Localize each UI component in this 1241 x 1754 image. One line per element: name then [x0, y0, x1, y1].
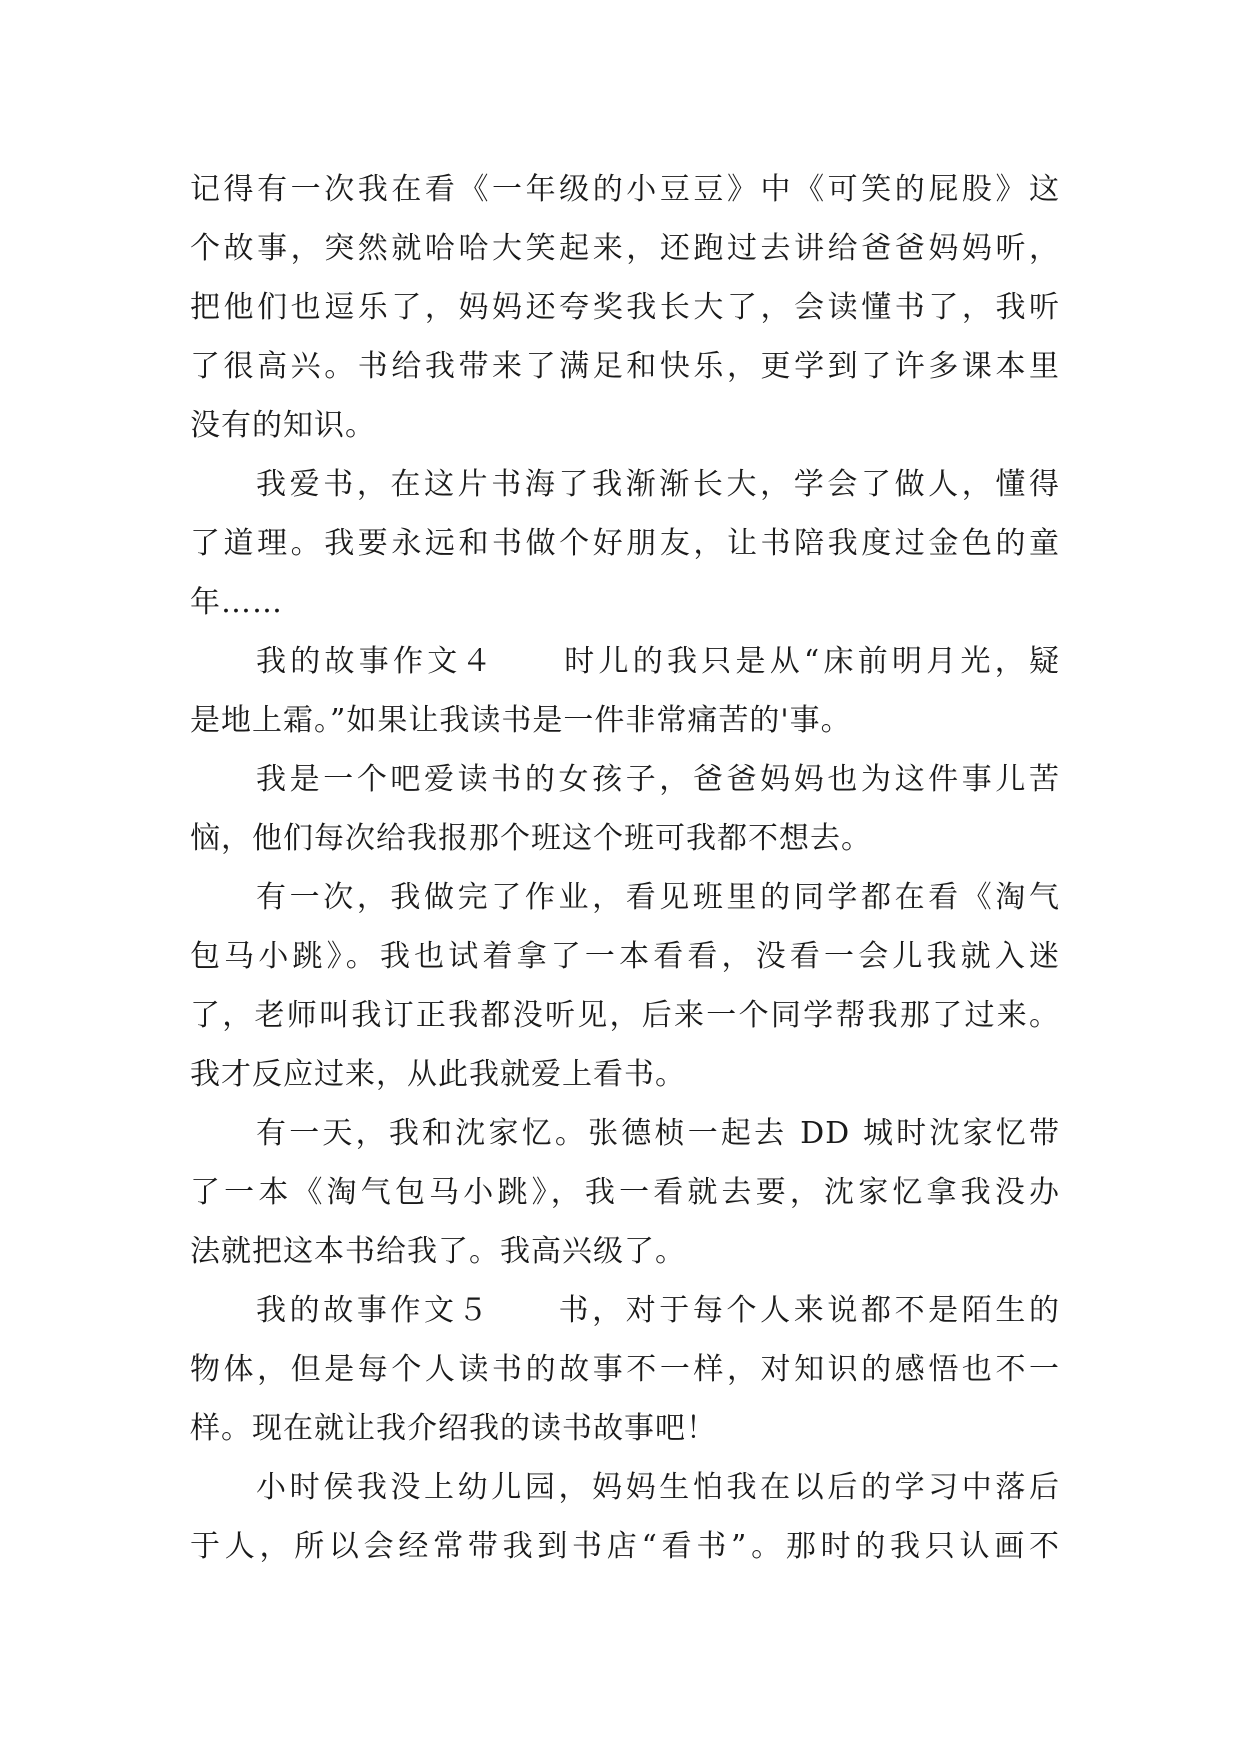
text-line: 我的故事作文５ 书，对于每个人来说都不是陌生的 [256, 1293, 1060, 1328]
text-line: 了道理。我要永远和书做个好朋友，让书陪我度过金色的童 [190, 526, 1060, 561]
text-line: 有一次，我做完了作业，看见班里的同学都在看《淘气 [256, 880, 1060, 915]
text-line: 个故事，突然就哈哈大笑起来，还跑过去讲给爸爸妈妈听， [190, 231, 1060, 266]
text-line: 有一天，我和沈家忆。张德桢一起去 DD 城时沈家忆带 [256, 1116, 1060, 1151]
text-line: 我的故事作文４ 时儿的我只是从“床前明月光，疑 [256, 644, 1060, 679]
text-line: 把他们也逗乐了，妈妈还夸奖我长大了，会读懂书了，我听 [190, 290, 1060, 325]
text-line: 我爱书，在这片书海了我渐渐长大，学会了做人，懂得 [256, 467, 1060, 502]
text-line: 是地上霜。”如果让我读书是一件非常痛苦的'事。 [190, 703, 852, 738]
text-line: 了很高兴。书给我带来了满足和快乐，更学到了许多课本里 [190, 349, 1060, 384]
text-line: 我才反应过来，从此我就爱上看书。 [190, 1057, 686, 1092]
text-line: 了一本《淘气包马小跳》，我一看就去要，沈家忆拿我没办 [190, 1175, 1060, 1210]
text-line: 没有的知识。 [190, 408, 376, 443]
text-line: 了，老师叫我订正我都没听见，后来一个同学帮我那了过来。 [190, 998, 1060, 1033]
document-body [190, 160, 1060, 1576]
text-line: 记得有一次我在看《一年级的小豆豆》中《可笑的屁股》这 [190, 172, 1060, 207]
text-line: 我是一个吧爱读书的女孩子，爸爸妈妈也为这件事儿苦 [256, 762, 1060, 797]
text-line: 样。现在就让我介绍我的读书故事吧！ [190, 1411, 717, 1446]
text-line: 年…… [190, 585, 283, 620]
text-line: 包马小跳》。我也试着拿了一本看看，没看一会儿我就入迷 [190, 939, 1060, 974]
text-line: 恼，他们每次给我报那个班这个班可我都不想去。 [190, 821, 872, 856]
text-line: 物体，但是每个人读书的故事不一样，对知识的感悟也不一 [190, 1352, 1060, 1387]
text-line: 小时侯我没上幼儿园，妈妈生怕我在以后的学习中落后 [256, 1470, 1060, 1505]
text-line: 法就把这本书给我了。我高兴级了。 [190, 1234, 686, 1269]
text-line: 于人，所以会经常带我到书店“看书”。那时的我只认画不 [190, 1529, 1060, 1564]
